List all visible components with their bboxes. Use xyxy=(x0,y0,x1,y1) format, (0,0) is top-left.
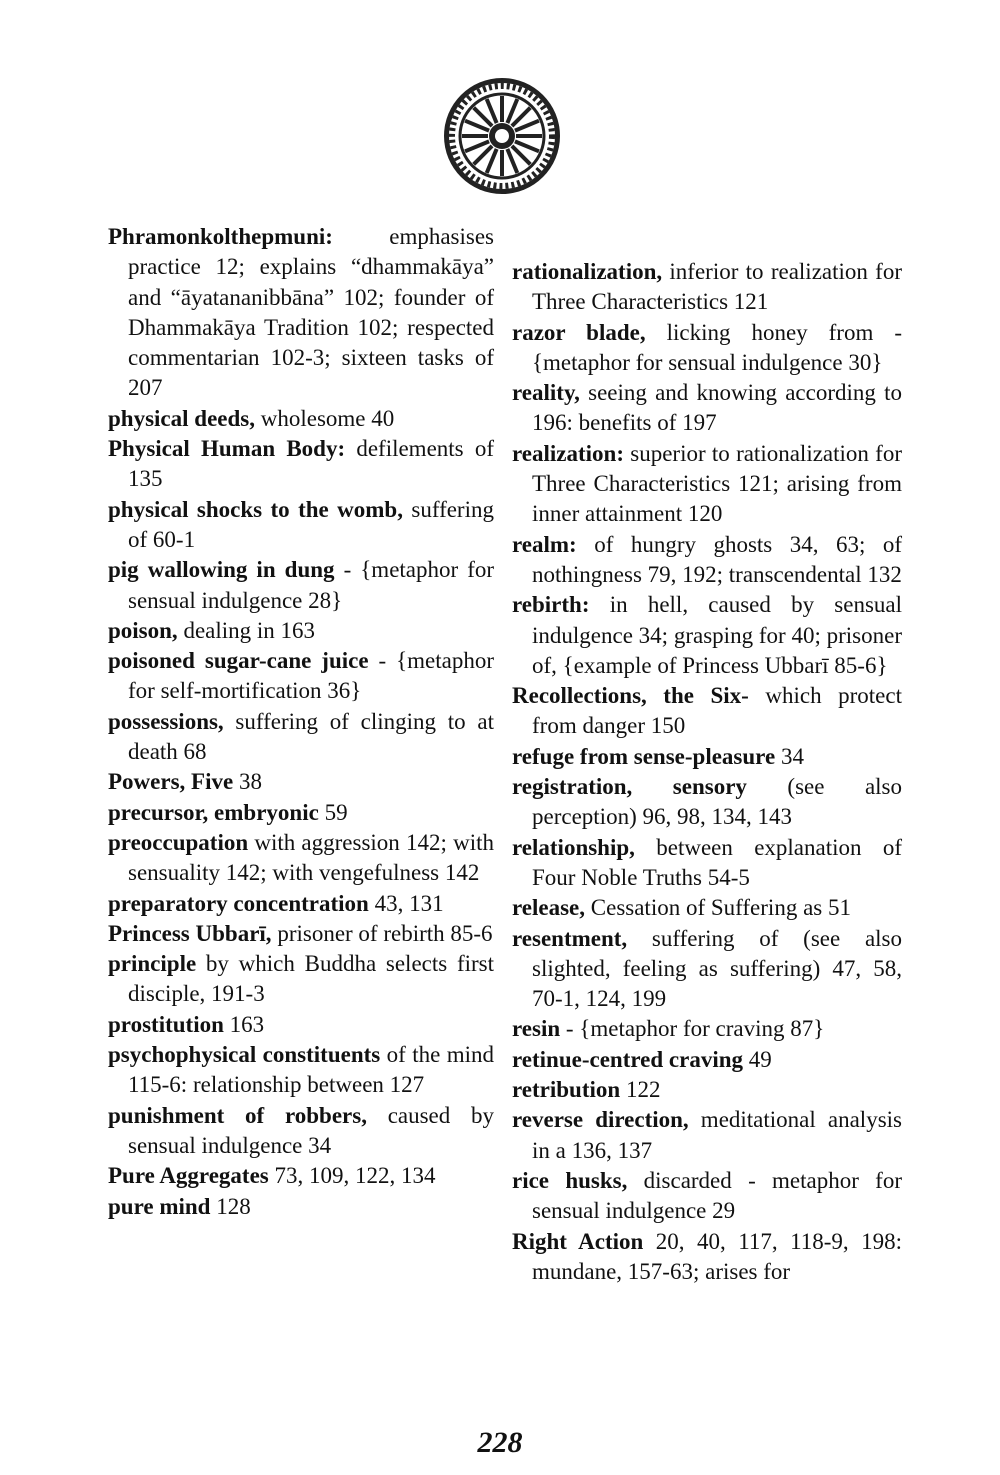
index-entry xyxy=(512,833,902,894)
index-entry-head: razor blade, xyxy=(512,319,646,345)
index-entry-head: physical shocks to the womb, xyxy=(108,496,403,522)
index-entry-head: prostitution xyxy=(108,1011,224,1037)
index-entry xyxy=(108,798,494,828)
index-entry-body: emphasises practice 12; explains “dhammakāya” and “āyatananibbāna” 102; founder of Dhammakāya Tradition 102; respected commentarian 102-3; sixteen tasks of 207 xyxy=(128,224,494,401)
index-entry-body: discarded - metaphor for sensual indulgence 29 xyxy=(532,1167,902,1224)
index-entry xyxy=(512,1075,902,1105)
index-entry-head: principle xyxy=(108,951,197,977)
index-entry-head: realization: xyxy=(512,440,624,466)
index-entry-body: suffering of (see also slighted, feeling as suffering) 47, 58, 70-1, 124, 199 xyxy=(532,925,902,1012)
index-entry-head: refuge from sense-pleasure xyxy=(512,743,776,769)
index-entry xyxy=(108,222,494,404)
index-entry-body: (see also perception) 96, 98, 134, 143 xyxy=(532,774,902,830)
index-entry-head: registration, sensory xyxy=(512,774,747,800)
index-column-right xyxy=(512,257,902,1287)
index-entry xyxy=(512,439,902,530)
index-entry-head: reality, xyxy=(512,380,580,406)
index-entry xyxy=(108,1161,494,1191)
index-entry-head: Princess Ubbarī, xyxy=(108,920,272,946)
index-entry xyxy=(512,257,902,318)
index-entry-head: Pure Aggregates xyxy=(108,1163,269,1189)
index-entry-head: realm: xyxy=(512,531,577,557)
index-entry-head: Powers, Five xyxy=(108,769,234,795)
index-entry xyxy=(512,530,902,591)
index-entry-head: preparatory concentration xyxy=(108,890,369,916)
index-entry-head: rice husks, xyxy=(512,1167,628,1193)
index-entry-head: retribution xyxy=(512,1077,621,1103)
index-entry-body: Cessation of Suffering as 51 xyxy=(585,895,851,921)
index-entry-body: of hungry ghosts 34, 63; of nothingness 79, 192; transcendental 132 xyxy=(532,531,902,587)
index-entry xyxy=(108,707,494,768)
index-entry-head: pig wallowing in dung xyxy=(108,557,335,583)
index-entry xyxy=(108,555,494,616)
index-entry xyxy=(512,772,902,833)
index-entry-head: Physical Human Body: xyxy=(108,436,346,462)
index-entry-head: psychophysical constituents xyxy=(108,1042,381,1068)
index-entry-head: punishment of robbers, xyxy=(108,1102,367,1128)
index-entry-body: 122 xyxy=(620,1077,661,1103)
index-entry xyxy=(512,378,902,439)
index-entry-body: by which Buddha selects first disciple, 191-3 xyxy=(128,951,494,1007)
index-entry-body: suffering of 60-1 xyxy=(128,496,494,552)
index-entry xyxy=(512,924,902,1015)
index-entry xyxy=(512,1014,902,1044)
index-entry-body: 163 xyxy=(223,1011,265,1037)
index-entry-body: - {metaphor for craving 87} xyxy=(560,1016,825,1042)
index-entry xyxy=(108,495,494,556)
index-entry-head: resentment, xyxy=(512,925,628,951)
index-entry xyxy=(108,828,494,889)
index-entry xyxy=(512,318,902,379)
index-entry xyxy=(512,1166,902,1227)
index-entry-head: relationship, xyxy=(512,834,635,860)
index-entry-body: of the mind 115-6: relationship between 127 xyxy=(128,1042,494,1098)
index-entry xyxy=(108,1101,494,1162)
index-entry-head: possessions, xyxy=(108,708,224,734)
index-column-left xyxy=(108,222,494,1222)
index-entry xyxy=(108,434,494,495)
index-entry xyxy=(512,893,902,923)
index-entry-head: precursor, embryonic xyxy=(108,799,319,825)
index-entry-head: Phramonkolthepmuni: xyxy=(108,224,333,249)
index-entry-body: - {metaphor for self-mortification 36} xyxy=(128,648,494,704)
index-entry-head: poison, xyxy=(108,617,178,643)
index-entry-head: release, xyxy=(512,895,586,921)
index-entry-body: 38 xyxy=(233,769,262,795)
index-entry xyxy=(512,681,902,742)
index-entry-head: preoccupation xyxy=(108,829,249,855)
index-entry-body: 49 xyxy=(743,1046,772,1072)
index-entry-body: suffering of clinging to at death 68 xyxy=(128,708,494,765)
index-entry xyxy=(108,1010,494,1040)
index-entry-body: between explanation of Four Noble Truths 54-5 xyxy=(532,834,902,890)
index-entry xyxy=(108,949,494,1010)
index-entry xyxy=(108,1040,494,1101)
index-entry-body: seeing and knowing according to 196: benefits of 197 xyxy=(532,380,902,436)
index-entry-head: rebirth: xyxy=(512,592,590,618)
index-entry-body: meditational analysis in a 136, 137 xyxy=(532,1107,902,1163)
index-entry xyxy=(108,767,494,797)
index-entry xyxy=(512,1227,902,1288)
index-entry xyxy=(108,616,494,646)
index-entry xyxy=(108,1192,494,1222)
index-entry-body: 128 xyxy=(210,1193,251,1219)
index-entry xyxy=(512,742,902,772)
page-number: 228 xyxy=(477,1426,523,1459)
index-entry-head: Right Action xyxy=(512,1228,644,1254)
index-entry-head: retinue-centred craving xyxy=(512,1046,744,1072)
index-entry-head: pure mind xyxy=(108,1193,211,1219)
index-entry-head: rationalization, xyxy=(512,259,663,284)
index-entry xyxy=(108,919,494,949)
index-entry-body: 34 xyxy=(775,743,804,769)
index-entry-head: reverse direction, xyxy=(512,1107,689,1133)
index-entry-body: defilements of 135 xyxy=(128,436,494,492)
index-entry-head: poisoned sugar-cane juice xyxy=(108,648,369,674)
index-entry-body: prisoner of rebirth 85-6 xyxy=(271,920,493,946)
index-entry xyxy=(512,590,902,681)
index-entry-body: 73, 109, 122, 134 xyxy=(268,1163,436,1189)
index-entry-body: 59 xyxy=(318,799,348,825)
index-entry-body: with aggression 142; with sensuality 142; with vengefulness 142 xyxy=(128,829,494,886)
index-entry-body: caused by sensual indulgence 34 xyxy=(128,1102,494,1158)
index-entry-body: wholesome 40 xyxy=(254,405,395,431)
index-entry-body: - {metaphor for sensual indulgence 28} xyxy=(128,557,495,613)
index-entry-head: resin xyxy=(512,1016,561,1042)
index-entry-body: superior to rationalization for Three Characteristics 121; arising from inner attainment 120 xyxy=(532,440,902,527)
index-entry-head: physical deeds, xyxy=(108,405,255,431)
index-entry-body: 43, 131 xyxy=(368,890,444,916)
index-entry-body: 20, 40, 117, 118-9, 198: mundane, 157-63; arises for xyxy=(532,1228,902,1284)
index-entry-head: Recollections, the Six- xyxy=(512,683,749,709)
index-entry xyxy=(108,646,494,707)
index-entry xyxy=(108,404,494,434)
index-entry xyxy=(108,889,494,919)
index-entry-body: in hell, caused by sensual indulgence 34; grasping for 40; prisoner of, {example of Princess Ubbarī 85-6} xyxy=(532,592,902,678)
index-entry-body: which protect from danger 150 xyxy=(532,683,902,739)
dharma-wheel-icon xyxy=(441,75,563,197)
index-entry-body: dealing in 163 xyxy=(177,617,316,643)
index-entry-body: licking honey from - {metaphor for sensual indulgence 30} xyxy=(532,319,902,375)
index-entry xyxy=(512,1045,902,1075)
index-entry-body: inferior to realization for Three Characteristics 121 xyxy=(532,259,902,315)
index-entry xyxy=(512,1105,902,1166)
